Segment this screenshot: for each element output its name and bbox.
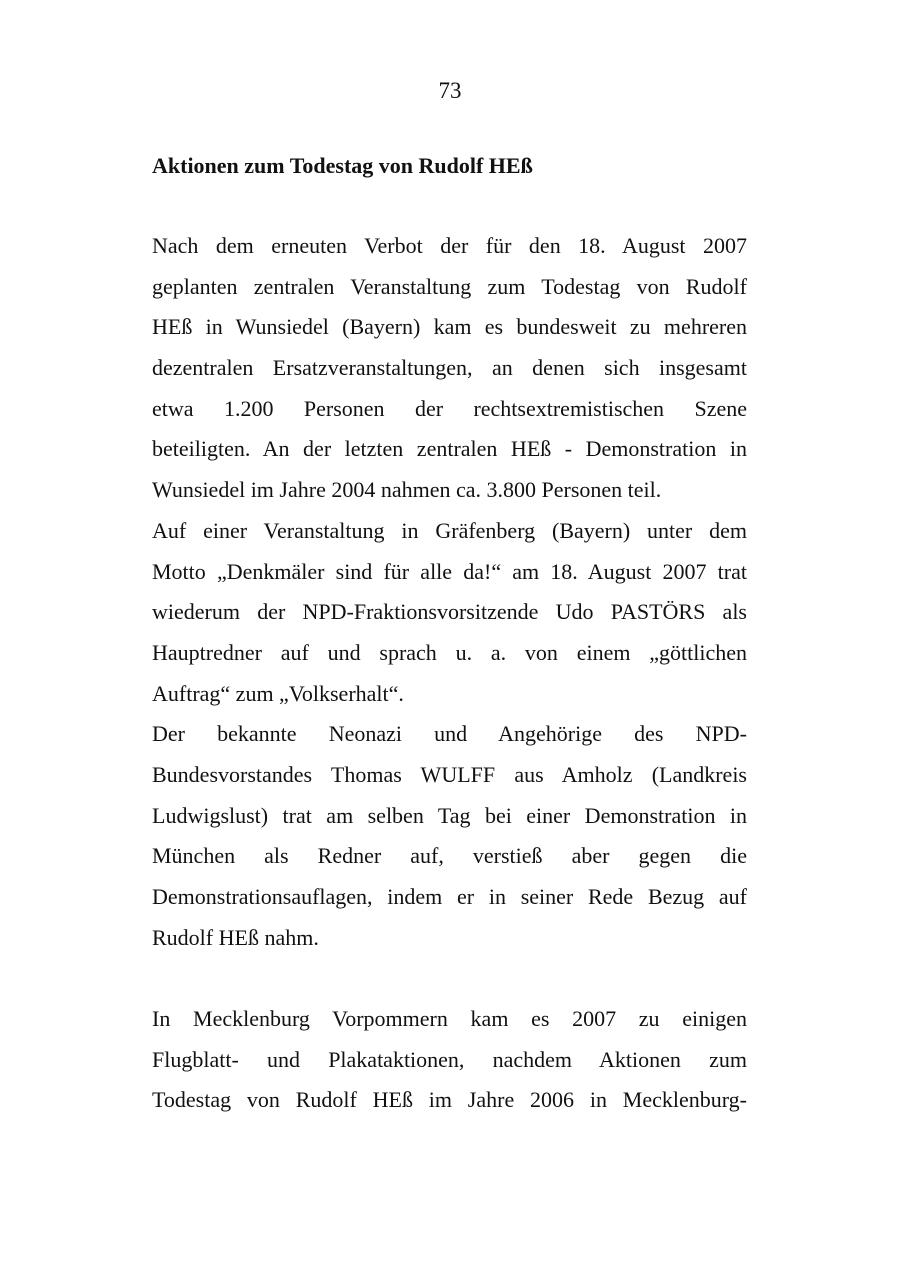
text-line: geplanten zentralen Veranstaltung zum Todestag von Rudolf (152, 273, 747, 299)
text-line: Auf einer Veranstaltung in Gräfenberg (Bayern) unter dem (152, 517, 747, 543)
text-line: wiederum der NPD-Fraktionsvorsitzende Udo PASTÖRS als (152, 599, 747, 625)
text-line: Motto „Denkmäler sind für alle da!“ am 18. August 2007 trat (152, 558, 747, 584)
text-line: beteiligten. An der letzten zentralen HEß - Demonstration in (152, 436, 747, 462)
text-line: Ludwigslust) trat am selben Tag bei einer Demonstration in (152, 802, 747, 828)
body-text-block-2 (152, 999, 747, 1121)
text-line: HEß in Wunsiedel (Bayern) kam es bundesweit zu mehreren (152, 314, 747, 340)
text-line: In Mecklenburg Vorpommern kam es 2007 zu einigen (152, 1006, 747, 1031)
text-line: Bundesvorstandes Thomas WULFF aus Amholz (Landkreis (152, 761, 747, 787)
page-number: 73 (438, 78, 462, 103)
text-line: Der bekannte Neonazi und Angehörige des NPD- (152, 721, 747, 747)
text-line: Rudolf HEß nahm. (152, 924, 319, 950)
body-text-block-1 (152, 226, 747, 958)
text-line: Demonstrationsauflagen, indem er in seiner Rede Bezug auf (152, 884, 747, 909)
text-line: Nach dem erneuten Verbot der für den 18. August 2007 (152, 233, 747, 258)
section-heading: Aktionen zum Todestag von Rudolf HEß (152, 153, 533, 178)
text-line: Flugblatt- und Plakataktionen, nachdem Aktionen zum (152, 1046, 747, 1072)
text-line: Wunsiedel im Jahre 2004 nahmen ca. 3.800 Personen teil. (152, 477, 662, 503)
text-line: Hauptredner auf und sprach u. a. von einem „göttlichen (152, 639, 747, 665)
text-line: Auftrag“ zum „Volkserhalt“. (152, 680, 404, 706)
text-line: dezentralen Ersatzveranstaltungen, an denen sich insgesamt (152, 355, 747, 381)
text-line: München als Redner auf, verstieß aber gegen die (152, 843, 747, 869)
text-line: etwa 1.200 Personen der rechtsextremistischen Szene (152, 395, 747, 421)
text-line: Todestag von Rudolf HEß im Jahre 2006 in Mecklenburg- (152, 1087, 747, 1113)
